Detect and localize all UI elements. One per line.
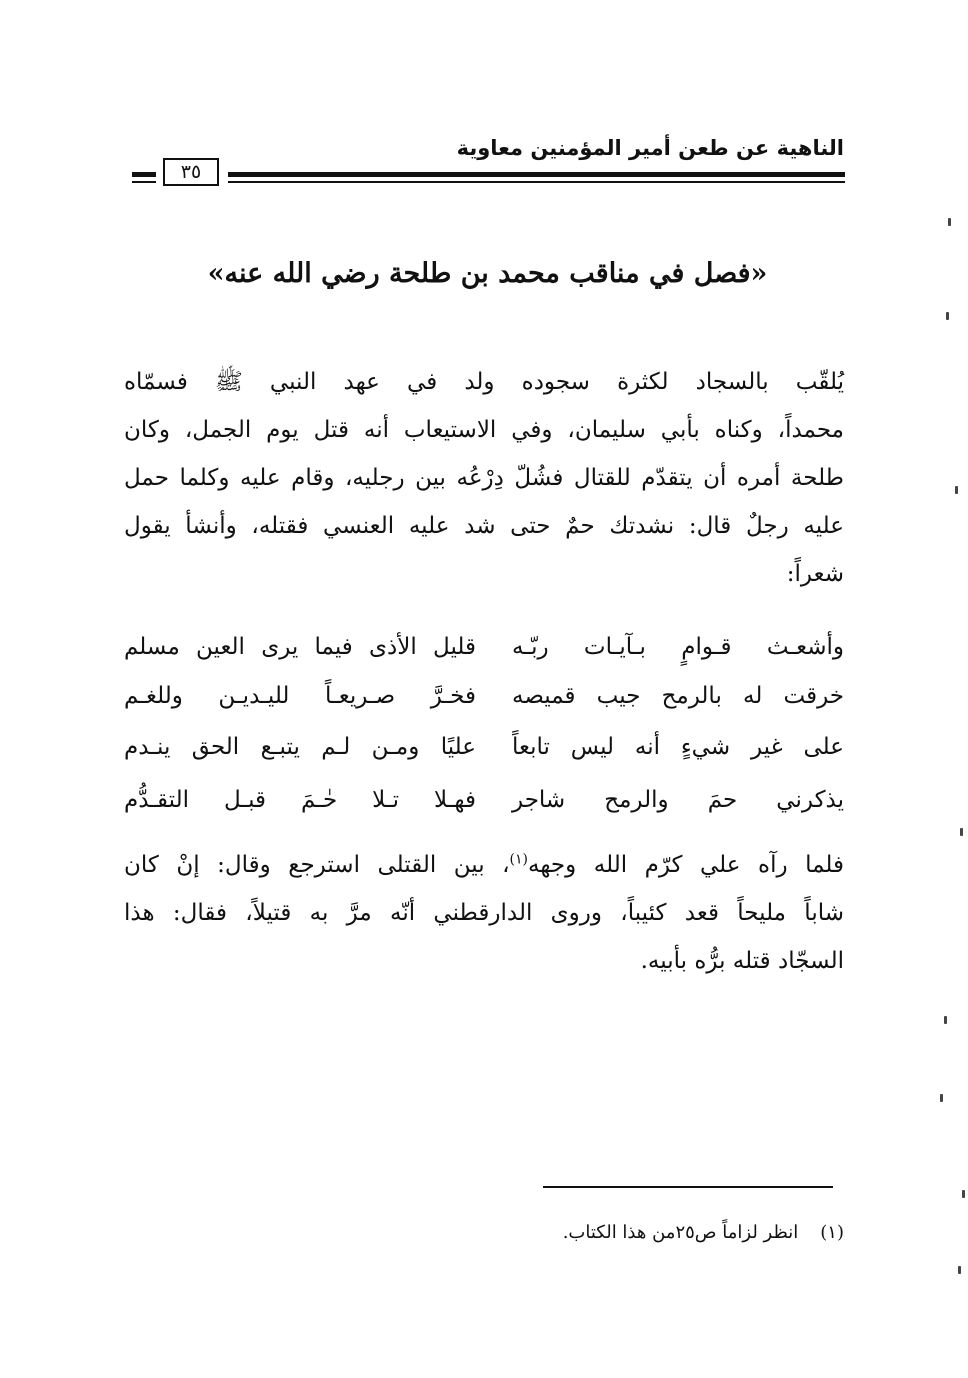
footnote — [563, 1222, 844, 1243]
poem-hemistich-first: وأشعـث قـوامٍ بـآيـات ربّـه — [512, 634, 844, 660]
poem-verse — [124, 623, 844, 671]
scan-speck — [955, 486, 958, 494]
page-number: ٣٥ — [163, 158, 219, 186]
poem-verse — [124, 672, 844, 720]
paragraph-line: شاباً مليحاً قعد كئيباً، وروى الدارقطني أنّه مرَّ به قتيلاً، فقال: هذا — [124, 900, 844, 926]
scan-speck — [946, 312, 949, 320]
poem-hemistich-second: قليل الأذى فيما يرى العين مسلم — [124, 634, 476, 660]
header-rule-thin — [228, 181, 845, 183]
scan-speck — [962, 1190, 965, 1198]
paragraph-line — [124, 841, 844, 889]
poem-hemistich-second: عليًا ومـن لـم يتبـع الحق ينـدم — [124, 734, 476, 760]
poem-verse — [124, 776, 844, 824]
poem-hemistich-first: على غير شيءٍ أنه ليس تابعاً — [512, 734, 844, 760]
footnote-reference[interactable]: (١) — [509, 851, 528, 868]
footnote-separator — [543, 1186, 833, 1188]
paragraph-line: عليه رجلٌ قال: نشدتك حمٌ حتى شد عليه العنسي فقتله، وأنشأ يقول — [124, 513, 844, 539]
paragraph-line: يُلقّب بالسجاد لكثرة سجوده ولد في عهد النبي ﷺ فسمّاه — [124, 369, 844, 395]
running-header-title: الناهية عن طعن أمير المؤمنين معاوية — [456, 136, 844, 160]
header-rule-thick — [228, 172, 845, 177]
paragraph-biography — [124, 358, 844, 598]
header-rule-left — [132, 172, 156, 186]
scan-speck — [958, 1266, 961, 1274]
header-rule-thin — [132, 181, 156, 183]
poem-hemistich-first: يذكرني حمَ والرمح شاجر — [512, 787, 844, 813]
paragraph-death — [124, 841, 844, 985]
poem-verse — [124, 723, 844, 771]
paragraph-line: السجّاد قتله برُّه بأبيه. — [640, 948, 844, 974]
poem-hemistich-first: خرقت له بالرمح جيب قميصه — [512, 683, 844, 709]
paragraph-text: فلما رآه علي كرّم الله وجهه — [528, 852, 844, 878]
paragraph-line: طلحة أمره أن يتقدّم للقتال فشُلّ دِرْعُه بين رجليه، وقام عليه وكلما حمل — [124, 465, 844, 491]
paragraph-line: شعراً: — [786, 561, 844, 587]
poem-hemistich-second: فخـرَّ صـريعـاً لليـديـن وللغـم — [124, 683, 476, 709]
paragraph-line: محمداً، وكناه بأبي سليمان، وفي الاستيعاب أنه قتل يوم الجمل، وكان — [124, 417, 844, 443]
footnote-text: انظر لزاماً ص٢٥من هذا الكتاب. — [562, 1222, 799, 1243]
scan-speck — [944, 1016, 947, 1024]
scan-speck — [960, 828, 963, 836]
scan-speck — [948, 218, 951, 226]
scan-speck — [940, 1094, 943, 1102]
poem-hemistich-second: فهـلا تـلا حٰـمَ قبـل التقـدُّم — [124, 787, 476, 813]
header-rule-right — [228, 172, 845, 186]
header-rule-thick — [132, 172, 156, 177]
paragraph-text: ، بين القتلى استرجع وقال: إنْ كان — [124, 852, 510, 878]
section-title: «فصل في مناقب محمد بن طلحة رضي الله عنه» — [207, 258, 768, 289]
footnote-marker: (١) — [820, 1222, 844, 1243]
